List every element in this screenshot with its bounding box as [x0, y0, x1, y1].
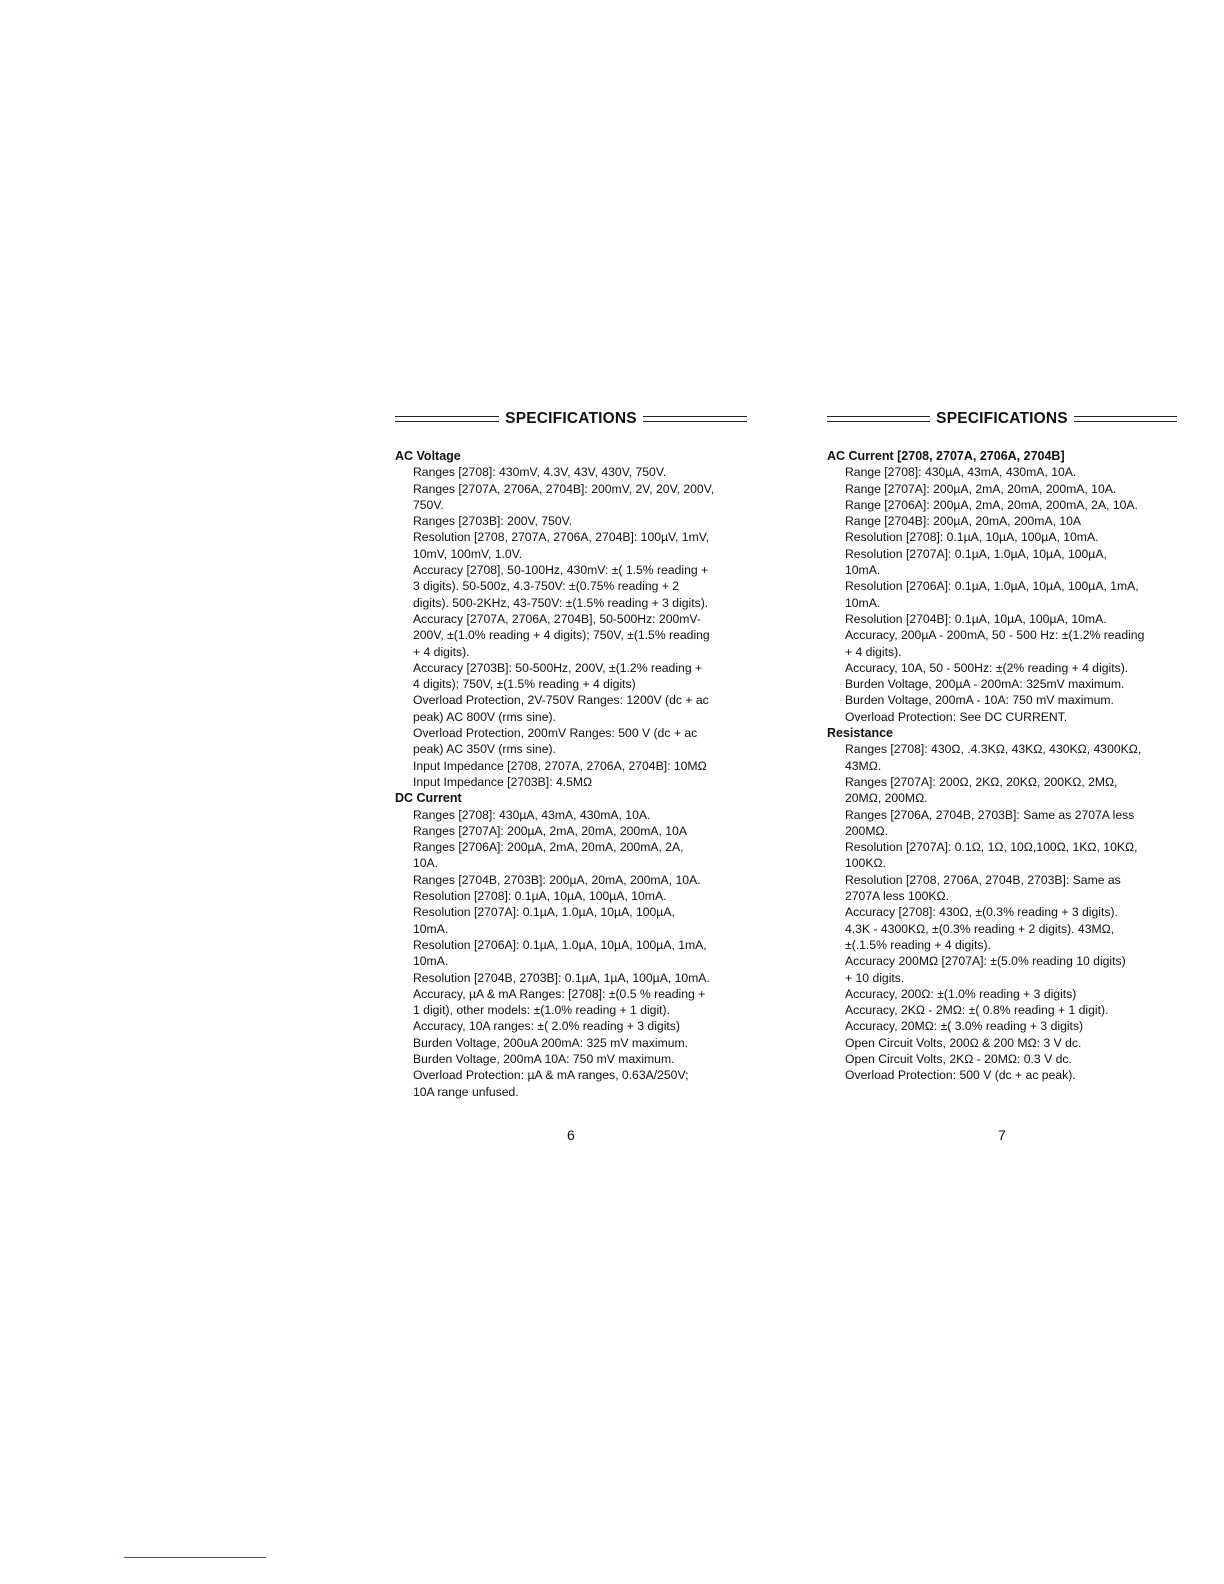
spec-line: Resolution [2708]: 0.1µA, 10µA, 100µA, 10mA. — [845, 530, 1099, 545]
spec-line: Ranges [2707A]: 200Ω, 2KΩ, 20KΩ, 200KΩ, 2MΩ, — [845, 774, 1118, 789]
spec-line: Accuracy, 20MΩ: ±( 3.0% reading + 3 digits) — [845, 1019, 1084, 1034]
spec-line: 200MΩ. — [845, 823, 888, 838]
spec-line: Accuracy [2707A, 2706A, 2704B], 50-500Hz: 200mV- — [413, 611, 701, 626]
spec-line: 750V. — [413, 497, 444, 512]
spec-line: Accuracy, 200µA - 200mA, 50 - 500 Hz: ±(1.2% reading — [845, 628, 1145, 643]
left-spec-sections — [395, 448, 747, 1100]
spec-list — [395, 464, 747, 790]
spec-line: 10A range unfused. — [413, 1084, 519, 1099]
right-page — [827, 408, 1177, 1084]
spec-line: Accuracy [2708]: 430Ω, ±(0.3% reading + 3 digits). — [845, 905, 1118, 920]
spec-section — [827, 448, 1177, 725]
spec-line: 200V, ±(1.0% reading + 4 digits); 750V, ±(1.5% reading — [413, 628, 710, 643]
spec-line: Overload Protection: µA & mA ranges, 0.63A/250V; — [413, 1068, 689, 1083]
right-page-header — [827, 408, 1177, 430]
spec-line: 10mA. — [845, 563, 881, 578]
spec-line: Range [2704B]: 200µA, 20mA, 200mA, 10A — [845, 514, 1082, 529]
footer-rule — [124, 1557, 266, 1558]
spec-line: Overload Protection: 500 V (dc + ac peak). — [845, 1068, 1076, 1083]
spec-line: Range [2706A]: 200µA, 2mA, 20mA, 200mA, 2A, 10A. — [845, 497, 1138, 512]
spec-section — [395, 448, 747, 790]
spec-line: Burden Voltage, 200mA - 10A: 750 mV maximum. — [845, 693, 1114, 708]
spec-line: Resolution [2707A]: 0.1µA, 1.0µA, 10µA, 100µA, — [413, 905, 675, 920]
spec-line: Overload Protection, 2V-750V Ranges: 1200V (dc + ac — [413, 693, 709, 708]
spec-line: Ranges [2706A]: 200µA, 2mA, 20mA, 200mA, 2A, — [413, 840, 684, 855]
spec-line: Input Impedance [2703B]: 4.5MΩ — [413, 774, 593, 789]
spec-line: ±(.1.5% reading + 4 digits). — [845, 937, 991, 952]
spec-line: 1 digit), other models: ±(1.0% reading + 1 digit). — [413, 1003, 671, 1018]
spec-line: Open Circuit Volts, 2KΩ - 20MΩ: 0.3 V dc. — [845, 1051, 1072, 1066]
spec-line: 10mV, 100mV, 1.0V. — [413, 546, 523, 561]
spec-line: 2707A less 100KΩ. — [845, 889, 949, 904]
spec-line: 4.3K - 4300KΩ, ±(0.3% reading + 2 digits). 43MΩ, — [845, 921, 1115, 936]
spec-line: peak) AC 350V (rms sine). — [413, 742, 556, 757]
spec-list — [395, 807, 747, 1100]
spec-line: Accuracy [2708], 50-100Hz, 430mV: ±( 1.5% reading + — [413, 563, 709, 578]
spec-line: peak) AC 800V (rms sine). — [413, 709, 556, 724]
right-page-number: 7 — [998, 1127, 1006, 1143]
spec-line: Range [2708]: 430µA, 43mA, 430mA, 10A. — [845, 465, 1077, 480]
spec-line: Burden Voltage, 200µA - 200mA: 325mV maximum. — [845, 677, 1125, 692]
spec-line: Overload Protection, 200mV Ranges: 500 V (dc + ac — [413, 726, 698, 741]
spec-line: Overload Protection: See DC CURRENT. — [845, 709, 1068, 724]
left-page-header — [395, 408, 747, 430]
spec-line: + 4 digits). — [413, 644, 470, 659]
spec-line: Open Circuit Volts, 200Ω & 200 MΩ: 3 V dc. — [845, 1035, 1082, 1050]
header-rule-left — [395, 416, 499, 422]
spec-line: Resolution [2707A]: 0.1Ω, 1Ω, 10Ω,100Ω, 1KΩ, 10KΩ, — [845, 840, 1138, 855]
spec-line: Resolution [2704B, 2703B]: 0.1µA, 1µA, 100µA, 10mA. — [413, 970, 710, 985]
spec-section — [827, 725, 1177, 1084]
spec-list — [827, 741, 1177, 1083]
section-title: Resistance — [827, 726, 894, 741]
spec-line: Ranges [2707A]: 200µA, 2mA, 20mA, 200mA, 10A — [413, 823, 687, 838]
section-title: DC Current — [395, 791, 462, 806]
spec-line: + 10 digits. — [845, 970, 905, 985]
spec-line: Ranges [2708]: 430mV, 4.3V, 43V, 430V, 750V. — [413, 465, 667, 480]
left-page — [395, 408, 747, 1100]
spec-line: digits). 500-2KHz, 43-750V: ±(1.5% reading + 3 digits). — [413, 595, 709, 610]
spec-line: Ranges [2707A, 2706A, 2704B]: 200mV, 2V, 20V, 200V, — [413, 481, 715, 496]
left-page-number: 6 — [567, 1127, 575, 1143]
section-title: AC Voltage — [395, 449, 461, 463]
spec-line: Ranges [2704B, 2703B]: 200µA, 20mA, 200mA, 10A. — [413, 872, 701, 887]
spec-line: Resolution [2708, 2706A, 2704B, 2703B]: Same as — [845, 872, 1121, 887]
spec-line: Burden Voltage, 200uA 200mA: 325 mV maximum. — [413, 1035, 689, 1050]
spec-line: 10mA. — [845, 595, 881, 610]
spec-line: 20MΩ, 200MΩ. — [845, 791, 928, 806]
right-page-title: SPECIFICATIONS — [936, 410, 1068, 427]
spec-line: Ranges [2703B]: 200V, 750V. — [413, 514, 573, 529]
spec-line: 10mA. — [413, 954, 449, 969]
spec-line: Input Impedance [2708, 2707A, 2706A, 2704B]: 10MΩ — [413, 758, 707, 773]
spec-line: 3 digits). 50-500z, 4.3-750V: ±(0.75% reading + 2 — [413, 579, 680, 594]
spec-line: 43MΩ. — [845, 758, 882, 773]
spec-line: Resolution [2704B]: 0.1µA, 10µA, 100µA, 10mA. — [845, 611, 1107, 626]
spec-line: 4 digits); 750V, ±(1.5% reading + 4 digits) — [413, 677, 636, 692]
spec-line: Ranges [2708]: 430µA, 43mA, 430mA, 10A. — [413, 807, 651, 822]
spec-line: Resolution [2708, 2707A, 2706A, 2704B]: 100µV, 1mV, — [413, 530, 710, 545]
spec-line: Accuracy, 2KΩ - 2MΩ: ±( 0.8% reading + 1 digit). — [845, 1003, 1109, 1018]
spec-line: 10mA. — [413, 921, 449, 936]
spec-line: Resolution [2706A]: 0.1µA, 1.0µA, 10µA, 100µA, 1mA, — [413, 937, 707, 952]
header-rule-left — [827, 416, 930, 422]
spec-line: Accuracy, 200Ω: ±(1.0% reading + 3 digits) — [845, 986, 1077, 1001]
spec-list — [827, 464, 1177, 725]
header-rule-right — [1074, 416, 1177, 422]
spec-line: Ranges [2706A, 2704B, 2703B]: Same as 2707A less — [845, 807, 1135, 822]
spec-line: Accuracy [2703B]: 50-500Hz, 200V, ±(1.2% reading + — [413, 660, 703, 675]
spec-line: Resolution [2708]: 0.1µA, 10µA, 100µA, 10mA. — [413, 889, 667, 904]
right-spec-sections — [827, 448, 1177, 1084]
spec-line: Accuracy, 10A, 50 - 500Hz: ±(2% reading + 4 digits). — [845, 660, 1129, 675]
spec-line: 10A. — [413, 856, 439, 871]
spec-section — [395, 790, 747, 1100]
spec-line: Resolution [2706A]: 0.1µA, 1.0µA, 10µA, 100µA, 1mA, — [845, 579, 1139, 594]
spec-line: Ranges [2708]: 430Ω, .4.3KΩ, 43KΩ, 430KΩ, 4300KΩ, — [845, 742, 1142, 757]
section-title: AC Current [2708, 2707A, 2706A, 2704B] — [827, 449, 1065, 463]
spec-line: Range [2707A]: 200µA, 2mA, 20mA, 200mA, 10A. — [845, 481, 1117, 496]
spec-line: + 4 digits). — [845, 644, 902, 659]
spec-line: 100KΩ. — [845, 856, 886, 871]
header-rule-right — [643, 416, 747, 422]
spec-line: Accuracy, 10A ranges: ±( 2.0% reading + 3 digits) — [413, 1019, 680, 1034]
spec-line: Burden Voltage, 200mA 10A: 750 mV maximum. — [413, 1051, 675, 1066]
spec-line: Accuracy 200MΩ [2707A]: ±(5.0% reading 10 digits) — [845, 954, 1126, 969]
spec-line: Accuracy, µA & mA Ranges: [2708]: ±(0.5 % reading + — [413, 986, 706, 1001]
spec-line: Resolution [2707A]: 0.1µA, 1.0µA, 10µA, 100µA, — [845, 546, 1107, 561]
left-page-title: SPECIFICATIONS — [505, 410, 637, 427]
